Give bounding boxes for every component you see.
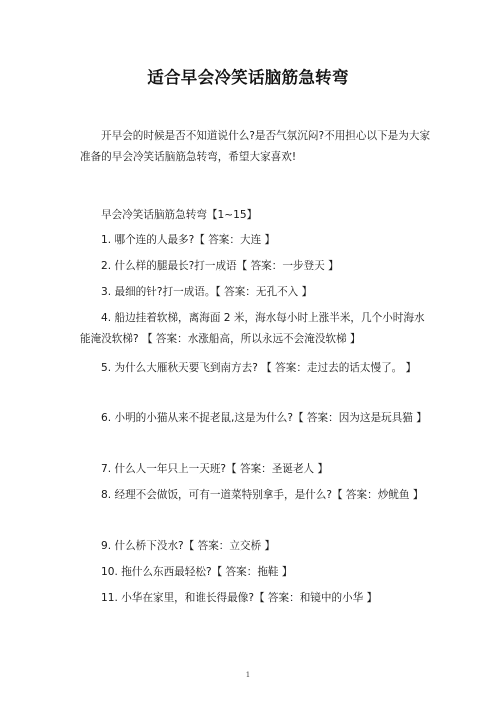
document-title: 适合早会冷笑话脑筋急转弯 — [147, 68, 349, 87]
list-item: 8. 经理不会做饭，可有一道菜特别拿手，是什么?【 答案：炒鱿鱼 】 — [101, 489, 424, 501]
list-item: 7. 什么人一年只上一天班?【 答案：圣诞老人 】 — [101, 463, 329, 475]
list-item: 5. 为什么大雁秋天要飞到南方去? 【 答案：走过去的话太慢了。 】 — [101, 362, 417, 374]
list-item: 11. 小华在家里，和谁长得最像?【 答案：和镜中的小华 】 — [101, 592, 378, 604]
list-item: 6. 小明的小猫从来不捉老鼠,这是为什么?【 答案：因为这是玩具猫 】 — [101, 412, 427, 424]
list-item: 10. 拖什么东西最轻松?【 答案：拖鞋 】 — [101, 566, 293, 578]
section-heading: 早会冷笑话脑筋急转弯【1~15】 — [101, 209, 258, 221]
list-item: 3. 最细的针?打一成语。【 答案：无孔不入 】 — [101, 286, 313, 298]
page-number: 1 — [245, 671, 251, 679]
list-item: 2. 什么样的腿最长?打一成语【 答案：一步登天 】 — [101, 260, 339, 272]
intro-paragraph: 开早会的时候是否不知道说什么?是否气氛沉闷?不用担心以下是为大家准备的早会冷笑话脑筋急转弯，希望大家喜欢! — [80, 130, 431, 163]
list-item: 1. 哪个连的人最多?【 答案：大连 】 — [101, 234, 276, 246]
list-item: 9. 什么桥下没水?【 答案：立交桥 】 — [101, 540, 276, 552]
list-item: 4. 船边挂着软梯，离海面 2 米，海水每小时上涨半米，几个小时海水能淹没软梯? 【 答案：水涨船高，所以永远不会淹没软梯 】 — [80, 312, 425, 345]
